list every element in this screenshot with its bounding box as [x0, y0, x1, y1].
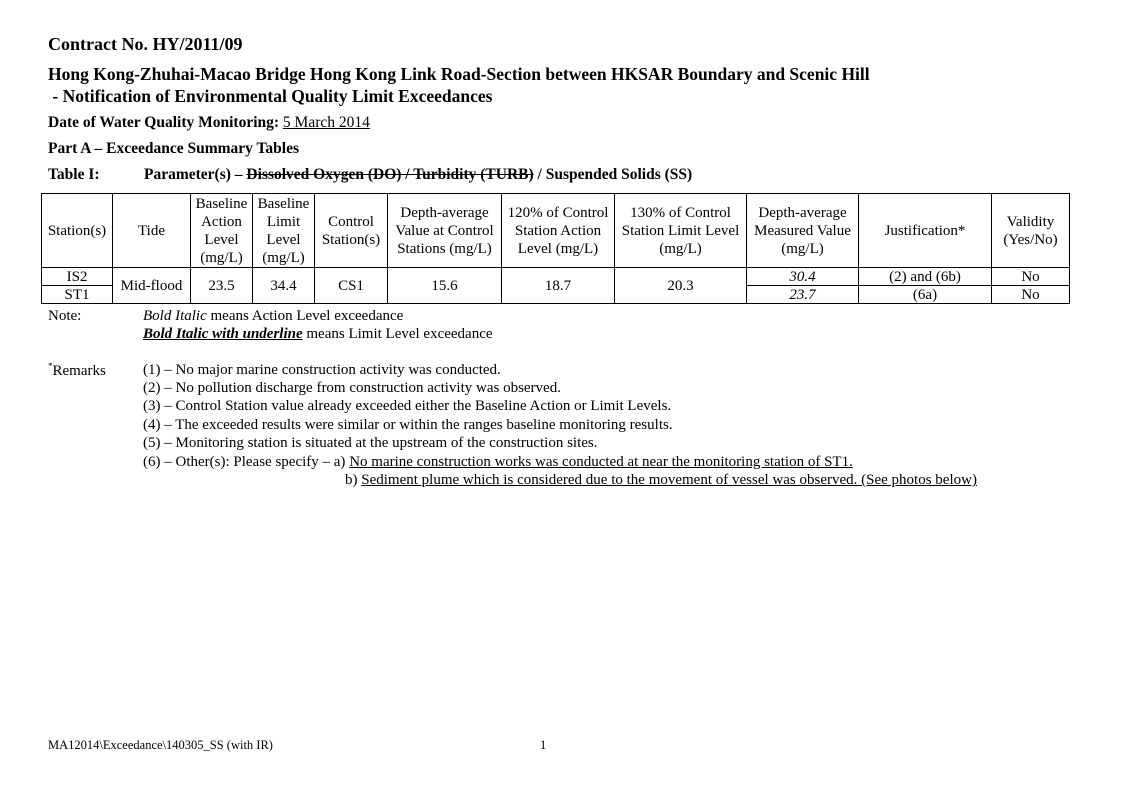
- cell-depth-average-control: 15.6: [388, 268, 502, 304]
- cell-validity: No: [992, 268, 1070, 286]
- note-action-text: means Action Level exceedance: [206, 308, 404, 324]
- parameter-suffix: / Suspended Solids (SS): [533, 166, 693, 183]
- note-limit-style: Bold Italic with underline: [143, 326, 303, 342]
- table-label: Table I:: [48, 166, 100, 183]
- cell-baseline-action: 23.5: [191, 268, 253, 304]
- header-station: Station(s): [42, 194, 113, 268]
- remarks-label: [48, 361, 106, 380]
- page-number: 1: [540, 738, 547, 752]
- remark-other-a: No marine construction works was conducted at near the monitoring station of ST1.: [349, 454, 853, 470]
- exceedance-table: [41, 193, 1070, 304]
- monitoring-date-label: Date of Water Quality Monitoring:: [48, 114, 280, 131]
- cell-validity: No: [992, 286, 1070, 304]
- remarks-label-text: Remarks: [52, 363, 106, 379]
- monitoring-date-value: 5 March 2014: [282, 114, 370, 131]
- cell-justification: (2) and (6b): [859, 268, 992, 286]
- monitoring-date: [48, 114, 370, 132]
- cell-measured-value: 23.7: [747, 286, 859, 304]
- table-row: [42, 268, 1070, 286]
- cell-120-percent: 18.7: [502, 268, 615, 304]
- cell-baseline-limit: 34.4: [253, 268, 315, 304]
- remark-other-b: Sediment plume which is considered due to the movement of vessel was observed. (See photos below): [361, 472, 977, 488]
- remark-item: (4) – The exceeded results were similar or within the ranges baseline monitoring results.: [143, 417, 673, 433]
- document-subtitle: - Notification of Environmental Quality Limit Exceedances: [48, 86, 493, 106]
- document-title: Hong Kong-Zhuhai-Macao Bridge Hong Kong Link Road-Section between HKSAR Boundary and Scenic Hill: [48, 64, 870, 84]
- remark-other-prefix: (6) – Other(s): Please specify – a): [143, 454, 350, 470]
- parameter-line: [144, 166, 692, 184]
- note-action-level: [143, 308, 403, 325]
- remark-other-b-prefix: b): [345, 472, 362, 488]
- header-tide: Tide: [113, 194, 191, 268]
- parameter-prefix: Parameter(s) –: [144, 166, 247, 183]
- cell-tide: Mid-flood: [113, 268, 191, 304]
- header-130-percent: 130% of Control Station Limit Level (mg/L): [615, 194, 747, 268]
- remark-item: (1) – No major marine construction activity was conducted.: [143, 362, 501, 378]
- parameter-struck: Dissolved Oxygen (DO) / Turbidity (TURB): [246, 166, 534, 183]
- cell-justification: (6a): [859, 286, 992, 304]
- remarks-marker: *: [48, 361, 53, 371]
- header-measured-value: Depth-average Measured Value (mg/L): [747, 194, 859, 268]
- remark-item-other: [143, 454, 853, 471]
- note-label: Note:: [48, 308, 82, 324]
- header-control-station: Control Station(s): [315, 194, 388, 268]
- remark-item: (5) – Monitoring station is situated at the upstream of the construction sites.: [143, 435, 598, 451]
- cell-control-station: CS1: [315, 268, 388, 304]
- header-120-percent: 120% of Control Station Action Level (mg/L): [502, 194, 615, 268]
- remark-item-other-b: [345, 472, 977, 489]
- remark-item: (2) – No pollution discharge from construction activity was observed.: [143, 380, 561, 396]
- note-limit-text: means Limit Level exceedance: [302, 326, 493, 342]
- header-baseline-action: Baseline Action Level (mg/L): [191, 194, 253, 268]
- header-validity: Validity (Yes/No): [992, 194, 1070, 268]
- note-action-style: Bold Italic: [143, 308, 207, 324]
- header-baseline-limit: Baseline Limit Level (mg/L): [253, 194, 315, 268]
- remark-item: (3) – Control Station value already exceeded either the Baseline Action or Limit Levels.: [143, 398, 672, 414]
- cell-station: IS2: [42, 268, 113, 286]
- contract-number: Contract No. HY/2011/09: [48, 34, 243, 54]
- footer-file-path: MA12014\Exceedance\140305_SS (with IR): [48, 738, 273, 752]
- cell-station: ST1: [42, 286, 113, 304]
- header-depth-average-control: Depth-average Value at Control Stations (mg/L): [388, 194, 502, 268]
- table-header-row: [42, 194, 1070, 268]
- cell-130-percent: 20.3: [615, 268, 747, 304]
- header-justification: Justification*: [859, 194, 992, 268]
- part-heading: Part A – Exceedance Summary Tables: [48, 140, 300, 157]
- cell-measured-value: 30.4: [747, 268, 859, 286]
- note-limit-level: [143, 326, 493, 343]
